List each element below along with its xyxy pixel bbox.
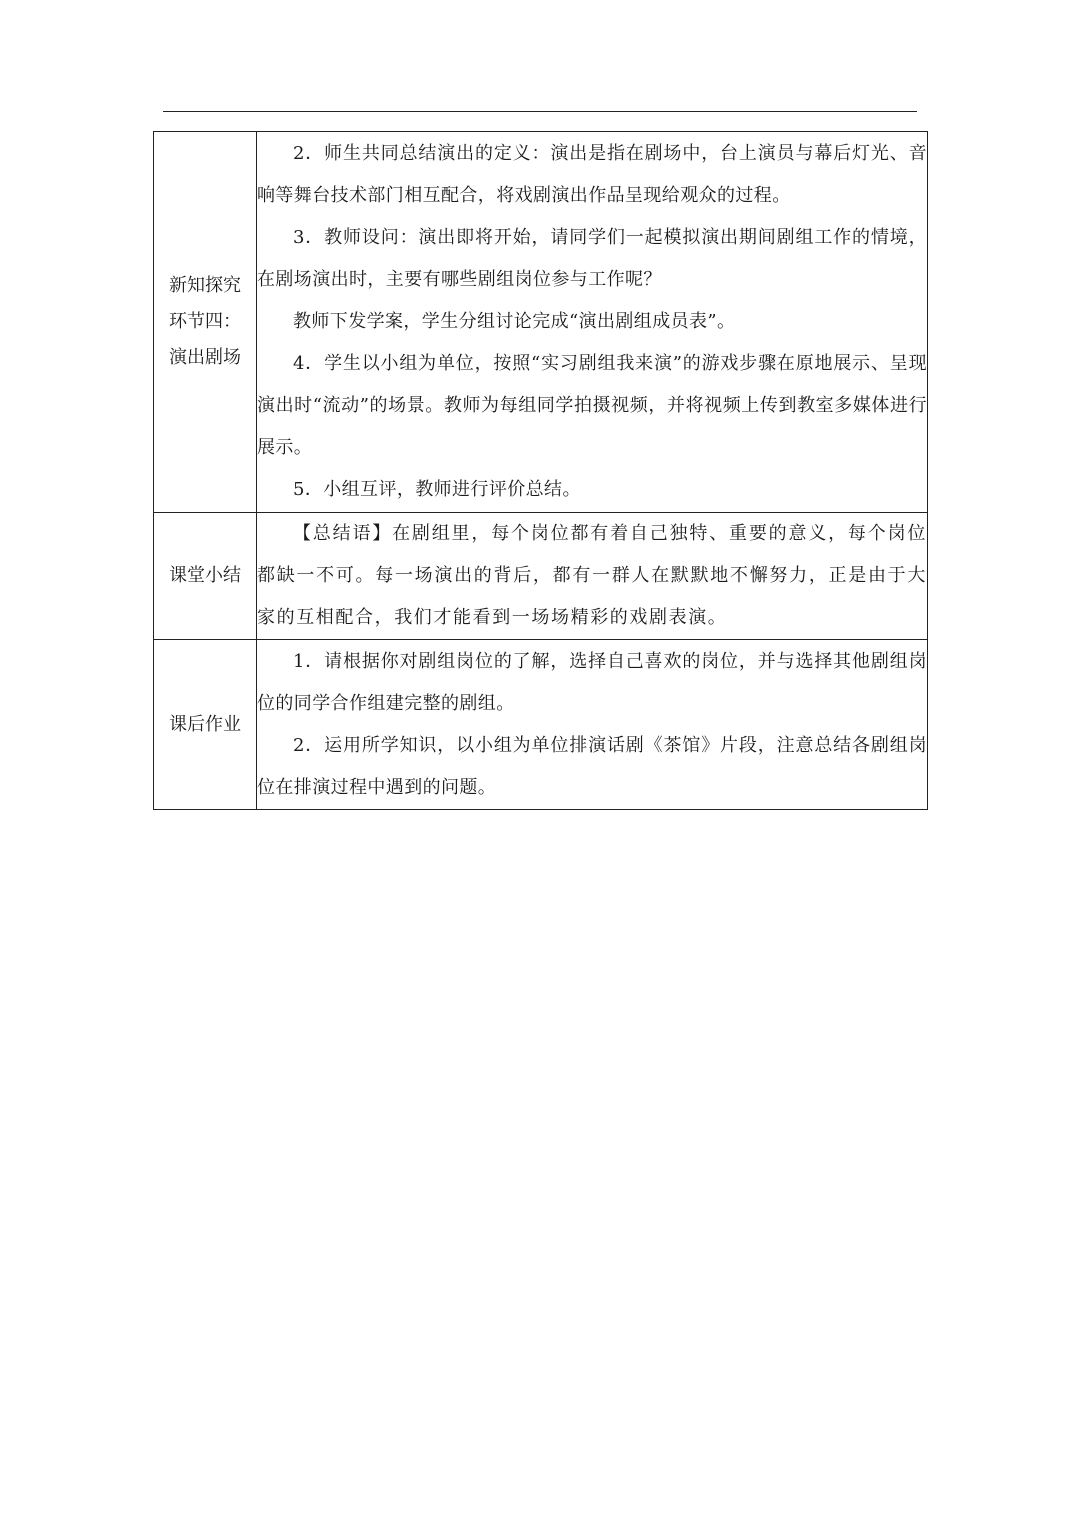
content-paragraph: 2．师生共同总结演出的定义：演出是指在剧场中，台上演员与幕后灯光、音响等舞台技术部门相互配合，将戏剧演出作品呈现给观众的过程。 bbox=[257, 143, 927, 206]
content-paragraph: 教师下发学案，学生分组讨论完成“演出剧组成员表”。 bbox=[293, 311, 736, 332]
content-paragraph: 2．运用所学知识，以小组为单位排演话剧《茶馆》片段，注意总结各剧组岗位在排演过程中遇到的问题。 bbox=[257, 734, 927, 798]
content-paragraph: 5．小组互评，教师进行评价总结。 bbox=[293, 479, 581, 500]
row-content-cell bbox=[257, 132, 928, 513]
row-label-line: 环节四： bbox=[169, 311, 241, 332]
table-row-explore-theater bbox=[154, 132, 928, 513]
content-paragraph: 4．学生以小组为单位，按照“实习剧组我来演”的游戏步骤在原地展示、呈现演出时“流动”的场景。教师为每组同学拍摄视频，并将视频上传到教室多媒体进行展示。 bbox=[257, 353, 927, 458]
content-paragraph: 【总结语】在剧组里，每个岗位都有着自己独特、重要的意义，每个岗位都缺一不可。每一场演出的背后，都有一群人在默默地不懈努力，正是由于大家的互相配合，我们才能看到一场场精彩的戏剧表演。 bbox=[257, 523, 927, 628]
lesson-plan-table bbox=[153, 131, 928, 810]
row-label-cell bbox=[154, 132, 257, 513]
row-label-cell bbox=[154, 640, 257, 810]
row-label-line: 演出剧场 bbox=[169, 347, 241, 368]
row-content-cell bbox=[257, 513, 928, 640]
row-label-line: 新知探究 bbox=[169, 275, 241, 296]
row-label-line: 课后作业 bbox=[169, 713, 241, 735]
content-paragraph: 1．请根据你对剧组岗位的了解，选择自己喜欢的岗位，并与选择其他剧组岗位的同学合作组建完整的剧组。 bbox=[257, 650, 927, 714]
table-row-homework bbox=[154, 640, 928, 810]
content-paragraph: 3．教师设问：演出即将开始，请同学们一起模拟演出期间剧组工作的情境，在剧场演出时，主要有哪些剧组岗位参与工作呢？ bbox=[257, 227, 927, 290]
table-row-class-summary bbox=[154, 513, 928, 640]
row-label-line: 课堂小结 bbox=[169, 565, 241, 586]
header-rule bbox=[163, 111, 917, 112]
row-label-cell bbox=[154, 513, 257, 640]
row-content-cell bbox=[257, 640, 928, 810]
